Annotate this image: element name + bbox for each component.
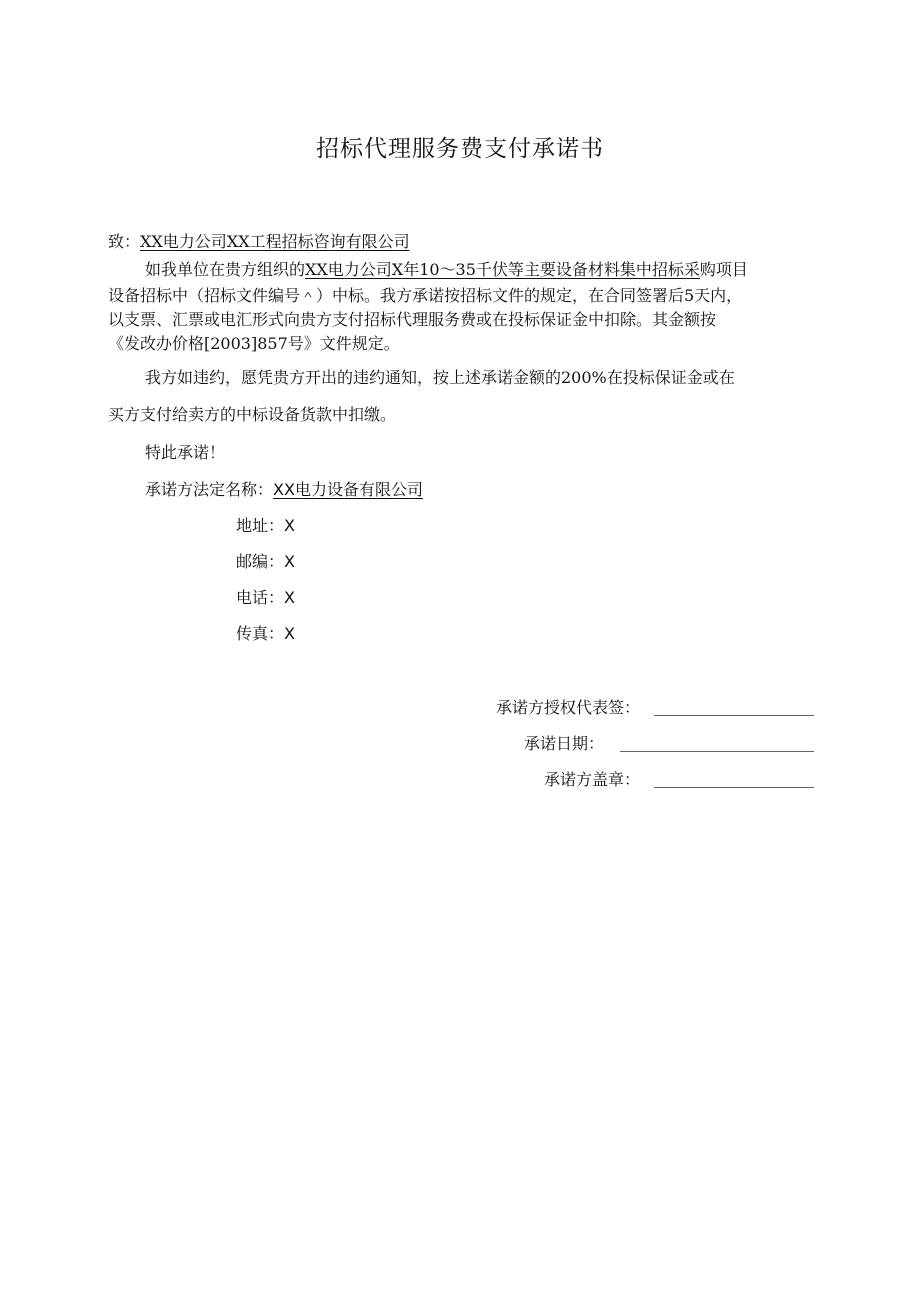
recipient-prefix: 致： <box>108 232 141 251</box>
phone-value: X <box>284 588 295 607</box>
address-value: X <box>284 516 295 535</box>
rep-signature-field[interactable] <box>654 715 814 716</box>
postcode-line <box>236 550 295 574</box>
paragraph-1-line-1 <box>145 258 748 282</box>
p1-text-b: 购项目 <box>699 260 748 279</box>
paragraph-1-line-2: 设备招标中（招标文件编号＾）中标。我方承诺按招标文件的规定，在合同签署后5天内， <box>108 286 743 305</box>
paragraph-2-line-1: 我方如违约，愿凭贵方开出的违约通知，按上述承诺金额的200%在投标保证金或在 <box>145 368 735 387</box>
paragraph-1-line-4: 《发改办价格[2003]857号》文件规定。 <box>108 334 400 353</box>
phone-label: 电话： <box>236 588 285 607</box>
closing-text: 特此承诺！ <box>145 443 226 462</box>
fax-value: X <box>284 624 295 643</box>
rep-signature-label: 承诺方授权代表签： <box>495 698 640 717</box>
recipient-line <box>108 230 410 254</box>
postcode-label: 邮编： <box>236 552 285 571</box>
promisor-name-value: XX电力设备有限公司 <box>273 480 423 499</box>
address-label: 地址： <box>236 516 285 535</box>
seal-label: 承诺方盖章： <box>543 770 640 789</box>
promisor-name-line <box>145 478 423 502</box>
paragraph-2-line-2: 买方支付给卖方的中标设备货款中扣缴。 <box>108 405 397 424</box>
project-name: XX电力公司X年10～35千伏等主要设备材料集中招标采 <box>305 260 700 279</box>
date-field[interactable] <box>620 751 814 752</box>
fax-label: 传真： <box>236 624 285 643</box>
seal-field[interactable] <box>654 787 814 788</box>
recipient-name: XX电力公司XX工程招标咨询有限公司 <box>140 232 410 251</box>
postcode-value: X <box>284 552 295 571</box>
phone-line <box>236 586 295 610</box>
date-label: 承诺日期： <box>523 734 604 753</box>
fax-line <box>236 622 295 646</box>
paragraph-1-line-3: 以支票、汇票或电汇形式向贵方支付招标代理服务费或在投标保证金中扣除。其金额按 <box>108 310 717 329</box>
promisor-name-label: 承诺方法定名称： <box>145 480 274 499</box>
p1-text-a: 如我单位在贵方组织的 <box>145 260 306 279</box>
document-title: 招标代理服务费支付承诺书 <box>316 136 604 162</box>
address-line <box>236 514 295 538</box>
